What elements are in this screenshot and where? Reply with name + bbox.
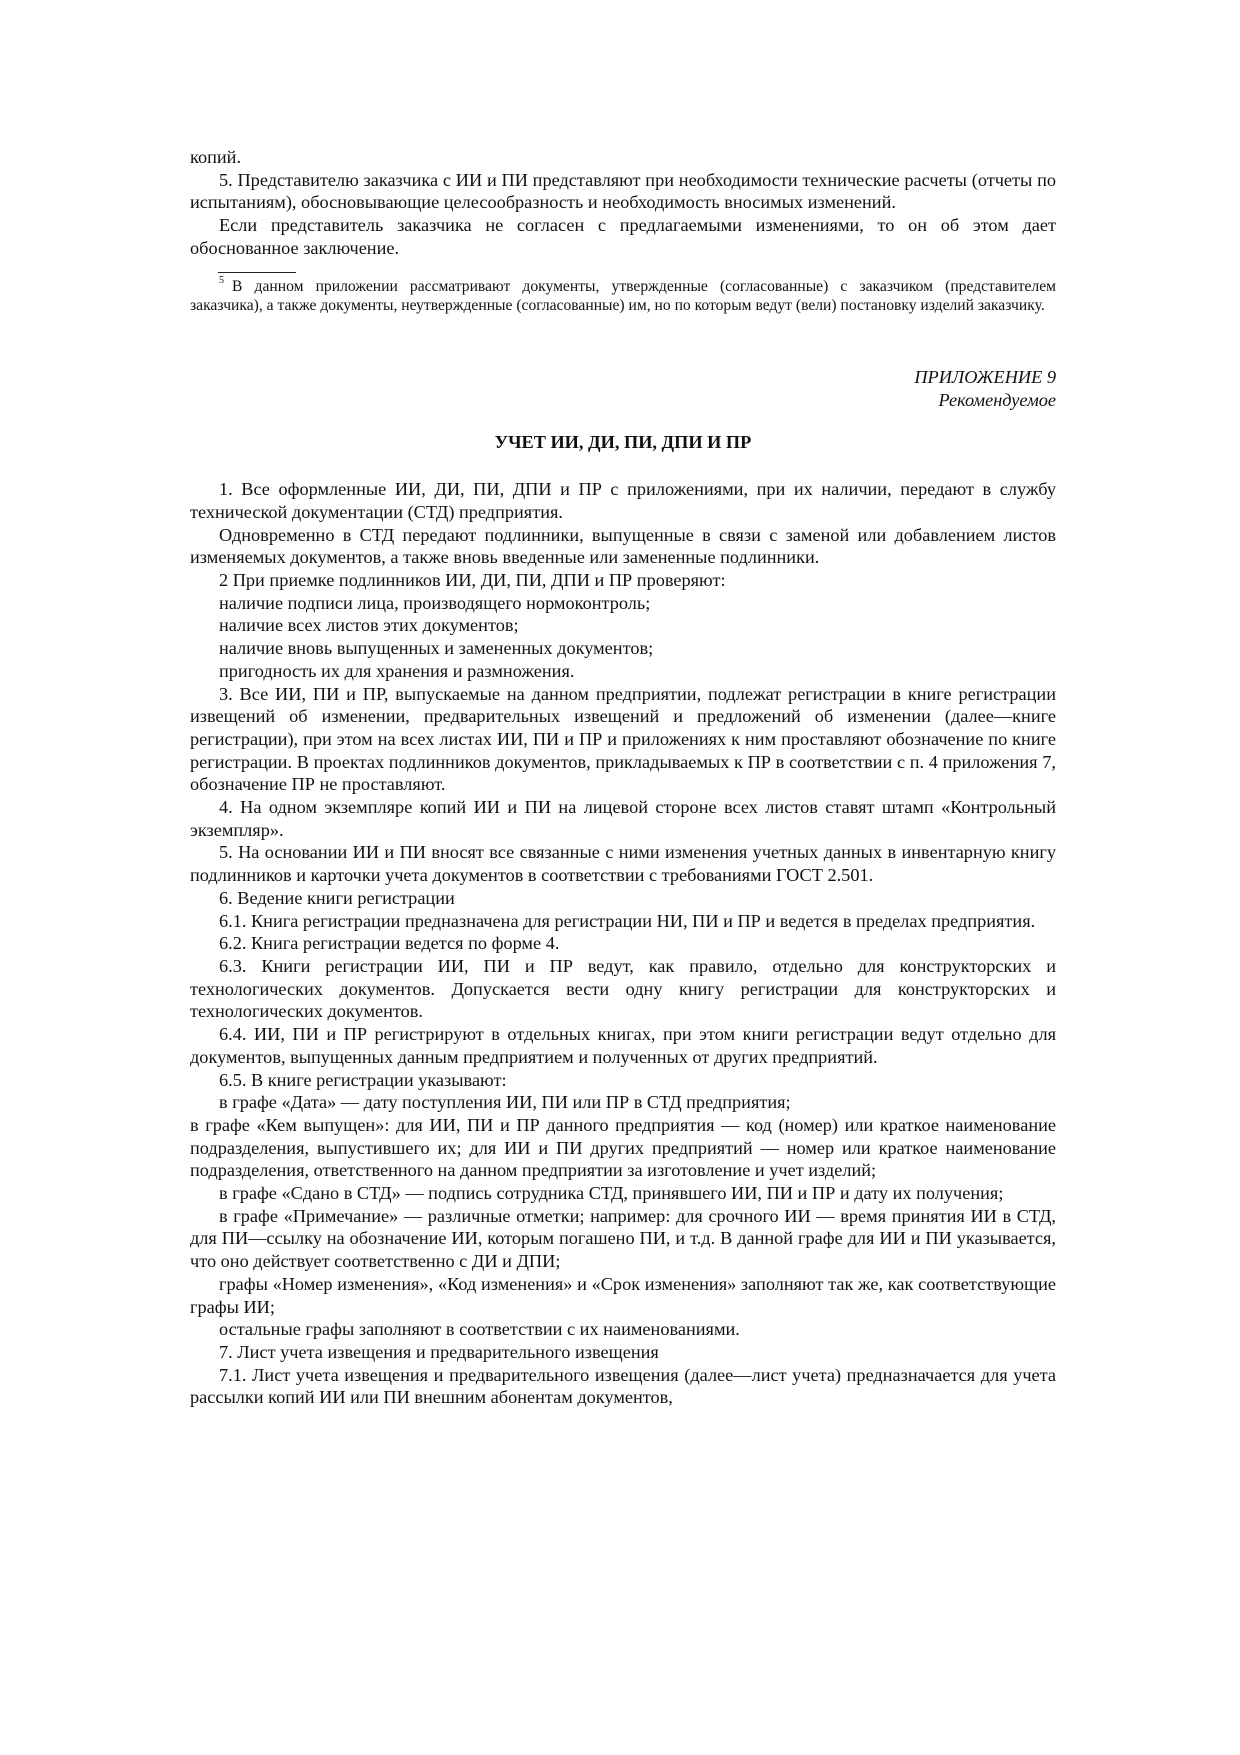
paragraph: в графе «Дата» — дату поступления ИИ, ПИ или ПР в СТД предприятия; bbox=[219, 1092, 791, 1113]
paragraph: 6.5. В книге регистрации указывают: bbox=[219, 1069, 507, 1090]
paragraph: в графе «Примечание» — различные отметки; например: для срочного ИИ — время принятия ИИ в СТД, для ПИ—ссылку на обозначение ИИ, которым погашено ПИ, и т.д. В данной графе для ИИ и ПИ указывается, что оно действует соответственно с ДИ и ДПИ; bbox=[190, 1205, 1056, 1272]
paragraph: 3. Все ИИ, ПИ и ПР, выпускаемые на данном предприятии, подлежат регистрации в книге регистрации извещений об изменении, предварительных извещений и предложений об изменении (далее—книге регистрации), при этом на всех листах ИИ, ПИ и ПР и приложениях к ним проставляют обозначение по книге регистрации. В проектах подлинников документов, прикладываемых к ПР в соответствии с п. 4 приложения 7, обозначение ПР не проставляют. bbox=[190, 683, 1056, 795]
paragraph: 4. На одном экземпляре копий ИИ и ПИ на лицевой стороне всех листов ставят штамп «Контрольный экземпляр». bbox=[190, 797, 1056, 840]
paragraph: в графе «Сдано в СТД» — подпись сотрудника СТД, принявшего ИИ, ПИ и ПР и дату их получения; bbox=[219, 1183, 1004, 1204]
paragraph: 1. Все оформленные ИИ, ДИ, ПИ, ДПИ и ПР с приложениями, при их наличии, передают в службу технической документации (СТД) предприятия. bbox=[190, 479, 1056, 522]
section-title: УЧЕТ ИИ, ДИ, ПИ, ДПИ И ПР bbox=[494, 431, 752, 452]
top-section bbox=[190, 146, 1056, 260]
footnote bbox=[190, 274, 1056, 317]
paragraph: 5. На основании ИИ и ПИ вносят все связанные с ними изменения учетных данных в инвентарную книгу подлинников и карточки учета документов в соответствии с требованиями ГОСТ 2.501. bbox=[190, 842, 1056, 886]
paragraph: 7. Лист учета извещения и предварительного извещения bbox=[219, 1341, 659, 1362]
paragraph: наличие всех листов этих документов; bbox=[219, 615, 519, 636]
paragraph: в графе «Кем выпущен»: для ИИ, ПИ и ПР данного предприятия — код (номер) или краткое наименование подразделения, выпустившего их; для ИИ и ПИ других предприятий — номер или краткое наименование подразделения, ответственного на данном предприятии за изготовление и учет изделий; bbox=[190, 1114, 1056, 1181]
paragraph-top-1: копий. bbox=[190, 147, 242, 167]
paragraph: 7.1. Лист учета извещения и предварительного извещения (далее—лист учета) предназначается для учета рассылки копий ИИ или ПИ внешним абонентам документов, bbox=[190, 1364, 1056, 1408]
paragraph: Одновременно в СТД передают подлинники, выпущенные в связи с заменой или добавлением листов изменяемых документов, а также вновь введенные или замененные подлинники. bbox=[190, 524, 1056, 568]
footnote-separator bbox=[218, 272, 296, 273]
paragraph: 6.2. Книга регистрации ведется по форме 4. bbox=[219, 933, 560, 954]
appendix-status: Рекомендуемое bbox=[938, 389, 1056, 410]
paragraph: 6. Ведение книги регистрации bbox=[219, 887, 455, 908]
footnote-text: В данном приложении рассматривают документы, утвержденные (согласованные) с заказчиком (представителем заказчика), а также документы, неутвержденные (согласованные) им, но по которым ведут (вели) постановку изделий заказчику. bbox=[190, 277, 1056, 315]
paragraph: остальные графы заполняют в соответствии с их наименованиями. bbox=[219, 1319, 740, 1340]
appendix-label: ПРИЛОЖЕНИЕ 9 bbox=[914, 367, 1056, 388]
body-section bbox=[190, 478, 1056, 1409]
paragraph: пригодность их для хранения и размножения. bbox=[219, 660, 575, 681]
paragraph: наличие вновь выпущенных и замененных документов; bbox=[219, 638, 654, 659]
paragraph: 6.1. Книга регистрации предназначена для регистрации НИ, ПИ и ПР и ведется в пределах предприятия. bbox=[219, 910, 1036, 931]
paragraph: 6.4. ИИ, ПИ и ПР регистрируют в отдельных книгах, при этом книги регистрации ведут отдельно для документов, выпущенных данным предприятием и полученных от других предприятий. bbox=[190, 1024, 1056, 1067]
paragraph: 2 При приемке подлинников ИИ, ДИ, ПИ, ДПИ и ПР проверяют: bbox=[219, 570, 726, 591]
paragraph-top-2: 5. Представителю заказчика с ИИ и ПИ представляют при необходимости технические расчеты (отчеты по испытаниям), обосновывающие целесообразность и необходимость вносимых изменений. bbox=[190, 169, 1056, 213]
paragraph: 6.3. Книги регистрации ИИ, ПИ и ПР ведут, как правило, отдельно для конструкторских и технологических документов. Допускается вести одну книгу регистрации для конструкторских и технологических документов. bbox=[190, 955, 1056, 1022]
paragraph: графы «Номер изменения», «Код изменения» и «Срок изменения» заполняют так же, как соответствующие графы ИИ; bbox=[190, 1273, 1056, 1317]
paragraph: наличие подписи лица, производящего нормоконтроль; bbox=[219, 592, 651, 613]
paragraph-top-3: Если представитель заказчика не согласен с предлагаемыми изменениями, то он об этом дает обоснованное заключение. bbox=[190, 215, 1056, 258]
footnote-mark: 5 bbox=[219, 274, 224, 286]
